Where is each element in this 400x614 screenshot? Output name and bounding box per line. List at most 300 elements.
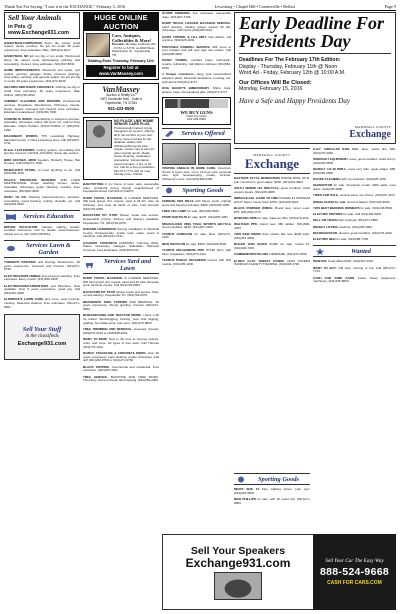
classified-ad-text: and flooring. References. 20 years experience. Licensed and Insured. (931)271-8730. xyxy=(4,260,80,272)
guns-phone[interactable]: 931-433-0500 xyxy=(187,117,206,122)
classified-ad[interactable] xyxy=(234,177,310,184)
classified-ad-text: & LOADER SERVICES. Will haul gravel, dirt, topsoil, sand & fill dirt. Also do driveway, and work all kinds of jobs. Call Kenneth (931)703-0063. xyxy=(83,195,159,211)
classified-ad-text: bring your personalized adoption plans. Financial assistance, housing, etc. Call Jenna (931)212-9717. xyxy=(162,72,231,84)
classified-ad-lead: GENERATOR xyxy=(313,183,333,188)
classified-ad-lead: TAURUS HANDGUN xyxy=(162,231,193,236)
car-ad-tagline: Sell Your Car The Easy Way xyxy=(325,558,384,564)
classified-ad-lead: BRANDON'S TREE TOPPING xyxy=(83,299,128,304)
deadline-rule xyxy=(239,53,391,54)
classified-ad[interactable] xyxy=(313,232,396,236)
classified-ad[interactable] xyxy=(4,179,80,194)
deadline-line2: Display - Thursday, February 11th @ Noon xyxy=(239,63,338,70)
classified-ad-lead: ELECTRIC MOTORS xyxy=(313,212,343,217)
classified-ad-text: RUGER 44 MAGNUM with 6" barrel. Never fired. $750. (931)205-3221. xyxy=(234,196,310,204)
classified-ad-text: for sale. Call (931)403-8000. xyxy=(343,212,382,217)
classified-ad-text: COMPANY. Concrete Work, Patios, Driveways, Garages, Sidewalks, Stamped Concrete. Free Estimates. (931)300-0117. xyxy=(83,240,159,252)
classified-ad[interactable] xyxy=(83,352,159,363)
classified-ad-lead: NEW PHILLIPS xyxy=(234,497,257,502)
classified-ad[interactable] xyxy=(83,228,159,239)
classified-ad-lead: HANDYMAN, NO xyxy=(4,54,29,59)
we-buy-guns-ad[interactable] xyxy=(162,97,231,125)
auction-title: HUGE ONLINE AUCTION xyxy=(84,13,158,31)
classified-ad-lead: HOUSE CLEANING xyxy=(313,177,341,181)
classified-ad[interactable] xyxy=(83,376,159,383)
classified-ad[interactable] xyxy=(313,207,396,211)
classified-ad-text: Old cars, running or not. Call (931)271-7744. xyxy=(313,265,396,274)
classified-ad-lead: DOG DADDY'S EMBROIDERY. xyxy=(162,85,210,90)
classified-ad-lead: TURNER'S PAINTING xyxy=(4,260,36,264)
mower-icon xyxy=(83,261,96,269)
classified-ad[interactable] xyxy=(234,197,310,204)
classified-ad-text: Mower repair and service. Reasonable pricing. Pick-up and delivery available. Fayetteville, TN. (931)703-0076. xyxy=(83,213,159,225)
classified-ad-text: Professional services. Fireplaces, Woodstoves, Chimneys, Inserts. Gutter repairs. Licensed and Insured. Free estimates. Education Guaranteed. (931)260-7600. xyxy=(4,99,80,115)
deadline-line3: Word Ad - Friday, February 12th @ 10:00 A.M. xyxy=(239,70,346,77)
classified-ad-lead: MCMAHAN'S STORE, xyxy=(4,167,37,172)
classified-ad-text: machine. (931)205-3300. xyxy=(338,224,373,229)
classified-ad-lead: GALBERT CONCRETE xyxy=(83,240,117,245)
auction-ad[interactable] xyxy=(83,12,159,80)
page-header xyxy=(4,2,396,10)
classified-ad-lead: SELL OR TRADE xyxy=(313,218,338,223)
classified-ad-text: with my husband. (931)625-1200. xyxy=(341,177,387,181)
guns-sub: Cash For Guns xyxy=(186,113,207,118)
classified-ad-lead: BLACK POWDER WINCH. xyxy=(234,206,274,210)
classified-ad-text: brand new, 380 caliber. (931)698-3333. xyxy=(234,222,310,230)
pets-promo-url: in Pets @ www.Exchange931.com xyxy=(8,23,69,36)
classified-ad-lead: TAURUS PUBLIC DEFENDER xyxy=(162,257,206,262)
auction-bidding-ends: Bidding Ends Thursday, February 11th xyxy=(88,58,154,63)
services-photos xyxy=(162,143,231,165)
classified-ad-lead: WANT TO BUY: xyxy=(313,265,337,270)
classified-ad[interactable] xyxy=(313,148,396,155)
classified-ad-text: NOW OFFERS HANDGUN SAFETY TRAINING. (931)936-4700. xyxy=(234,258,310,267)
exchange-masthead-title: Exchange xyxy=(244,155,300,171)
classified-ad[interactable] xyxy=(4,69,80,84)
classified-ad-lead: ELECTRIC BED xyxy=(313,237,336,242)
auction-preview-label: Preview: xyxy=(112,42,125,46)
classified-ad-text: Now is the time to remove stumps, roots, and more. All types of tree work. Call Thomas (931)773-1212. xyxy=(83,337,159,349)
classified-ad[interactable] xyxy=(162,46,231,57)
classified-ad[interactable] xyxy=(4,118,80,133)
classified-list xyxy=(234,488,310,505)
classified-ad-text: Specializing in stamped concrete, sidewalks, driveways, patios, flat work, etc. Call for Free Estimate. Ralph Pelham (931)273-0840 or (931)703-1940. xyxy=(4,116,80,132)
classified-ad[interactable] xyxy=(4,159,80,166)
classified-ad-text: trucks, heavy equipment, machinery. (931)225-8800. xyxy=(313,275,396,284)
classified-ad-text: PT138 9mm with three magazines. (931)273-4411. xyxy=(162,247,231,256)
classified-ad[interactable] xyxy=(4,86,80,97)
classified-ad-text: for sale. (931)246-5500. xyxy=(360,205,393,210)
classified-ad-lead: BUSHHOGGING AND TRACTOR WORK. xyxy=(83,313,142,318)
exchange-logo xyxy=(349,125,391,140)
senior-care-title: NO PLACE LIKE HOME SENIOR CARE PLUS. xyxy=(114,118,154,127)
classified-ad-text: PUMP for sale, model 67. (931)403-7200. xyxy=(234,242,310,250)
classified-ad-text: for sale, make an offer. (931)270-1111. xyxy=(257,216,310,220)
column-2 xyxy=(83,12,159,608)
classified-ad-lead: OGLE'S PRESSURE WASHING xyxy=(4,177,56,182)
classified-ad[interactable] xyxy=(313,213,396,217)
classified-ad-text: for sale. Champion model, 4000 watts, easy starts. (931)205-4600. xyxy=(313,183,396,191)
classified-ad-text: Brand new, never used. $75. (931)309-7070. xyxy=(234,206,310,214)
classified-ad-text: AND LAWN MAINTENANCE. Power washing homes, decks, sidewalks, driveways, gutter cleaning, mowing. Free estimates. (931)625-4540. xyxy=(4,177,80,193)
classified-ad-lead: CASH FOR JUNK CARS, xyxy=(313,275,355,280)
classified-ad[interactable] xyxy=(234,498,310,505)
senior-care-text: Professionally trained, loving caregivers for seniors, offering all in the comfort of your own home. Care provided for the disabled, elderly with Alzheimer/Dementia care, respite, cancer care & care for other special needs. Meals, house cleaning, medication preparation, transportation, meal reminders. 4 hrs. to 24 hrs. Call for a free consultation, 931-271-7774. Ask for Lisa, friendly price. Christa xyxy=(114,125,156,177)
classified-ad-lead: VISITING ANGELS IN HOME CARE. xyxy=(162,165,217,170)
classified-ad-lead: DOZER, TRACKHOE & CONCRETE WORK. xyxy=(83,350,147,355)
sell-speakers-title: Sell Your Speakers xyxy=(190,544,286,557)
ball-icon xyxy=(234,475,247,483)
classified-list xyxy=(4,261,80,310)
vanmassey-ad[interactable] xyxy=(83,83,159,114)
classified-ad-lead: FREE 12G LAMP xyxy=(162,209,187,214)
classified-ad-text: I have a 60 hp tractor. Bushhogging, fencing, post hole digging, grading, box blade work, and more. (931)273-8800. xyxy=(83,313,159,325)
classified-ad[interactable] xyxy=(234,223,310,230)
column-4-bottom xyxy=(234,470,310,528)
classified-ad-lead: 8-1/2" CIRCULAR SAW, xyxy=(313,148,350,151)
classified-ad-lead: BACKYARD PIT STOP. xyxy=(83,213,118,218)
classified-ad-lead: 4 Unique customers, xyxy=(162,72,195,77)
classified-ad[interactable] xyxy=(313,219,396,223)
classified-ad[interactable] xyxy=(4,285,80,296)
classified-ad[interactable] xyxy=(234,217,310,221)
exchange-logo-sub: MARSHALL COUNTY xyxy=(355,125,391,129)
sell-speakers-ad[interactable] xyxy=(162,534,314,610)
classified-ad[interactable] xyxy=(162,200,231,207)
classified-ad[interactable] xyxy=(313,184,396,191)
section-heading-sporting xyxy=(162,185,231,197)
classified-list xyxy=(162,200,231,266)
deadline-headline: Early Deadline For Presidents Day xyxy=(239,13,385,51)
classified-ad-lead: ELECTRICIANS/CARPENTERS xyxy=(4,283,49,288)
pets-promo-title: Sell Your Animals xyxy=(8,14,62,22)
cash-for-cars-ad[interactable] xyxy=(313,534,396,610)
ball-icon xyxy=(162,187,175,195)
book-icon xyxy=(4,212,17,220)
classified-ad-text: Sheetrock and repair, roof repairs, porches, garages, decks, pressure washing, vinyl siding, painting, and general repairs. No job too big or small. 30 years experience. (931)273-6049. xyxy=(4,68,80,84)
classified-ad[interactable] xyxy=(83,301,159,312)
auction-preview-text: Monday, February 8th - 3 P.M. to 5 P.M. at 1600 West Washington St., Fayetteville, TN xyxy=(112,42,156,58)
classified-ad[interactable] xyxy=(4,261,80,272)
classified-ad[interactable] xyxy=(313,168,396,175)
classified-ad-lead: CHIMNEY CLEANING AND REPAIRS. xyxy=(4,99,62,104)
classified-ad[interactable] xyxy=(162,223,231,230)
exchange-logo-text: Exchange xyxy=(349,129,391,140)
classified-ad-text: Shirts, hats, jackets, bags. Personalized gifts. (931)271-3777. xyxy=(162,85,231,94)
classified-ad-text: Feeders, Butterfly House, Bat Houses. Call (931)271-7002. xyxy=(4,157,80,166)
classified-ad-lead: TREE SERVICE. xyxy=(83,374,109,379)
classified-ad-text: roofing, gutters, remodeling and fencing. Insured. Call 931-273-0000. Same day service. xyxy=(4,147,80,156)
classified-ad-text: BACKHOE AND YARD WORK. Trimming, stump removal, land clearing. (931)359-2000. xyxy=(83,374,159,383)
vanmassey-logo: VanMassey xyxy=(102,85,140,95)
classified-ad[interactable] xyxy=(162,243,231,247)
classified-ad[interactable] xyxy=(313,194,396,198)
classified-ad[interactable] xyxy=(4,275,80,282)
classified-ad-text: Mower repair and service. Pick-up and delivery. Fayetteville TN. (931)703-0076. xyxy=(83,289,159,298)
classified-ad-lead: PIANO TUNING, xyxy=(162,58,188,63)
section-heading-services xyxy=(162,128,231,140)
classified-ad[interactable] xyxy=(313,158,396,165)
classified-ad[interactable] xyxy=(83,214,159,225)
section-heading-title: Services Offered xyxy=(181,130,225,138)
classified-ad-lead: DUMP TRUCK, BACKHOE xyxy=(83,276,123,281)
classified-ad-lead: WORKOUT EQUIPMENT, xyxy=(313,157,349,161)
classified-ad-text: B&D, laser, works fine. $40. (931)270-3300. xyxy=(313,148,396,155)
classified-ad-text: America's choice in home care. Up to 24-hour care, personal care, light housekeeping, meals, errands, Alzheimer's care. Call (931)388-4400. xyxy=(162,165,231,181)
classified-ad-lead: HANDYMAN-CARPENTER, xyxy=(4,40,43,45)
classified-ad-lead: BAXTERS STYLE MONOGRAM xyxy=(234,176,280,180)
deadline-signoff: Have a Safe and Happy Presidents Day xyxy=(239,96,350,105)
page-number: Page 9 xyxy=(384,3,396,9)
classified-ad-lead: TAURUS MILLENNIUM PRO xyxy=(162,247,205,252)
classified-ad-text: almond, good condition. (931)273-4422. xyxy=(338,231,393,236)
classified-ad-text: job too big or too small. Hard-wood floors, tile, carpet, roofs, landscaping, painting, and remodeling. Insured. Free estimates. (931)637-8834. xyxy=(4,54,80,66)
classified-ad[interactable] xyxy=(313,260,396,264)
classified-ad-text: and pressure washing. Free estimates. Every month. (931)359-1985. xyxy=(4,273,80,282)
classified-ad-lead: ELORA CLAY TARGET RANGE xyxy=(234,258,285,263)
classified-ad-text: Commercial and residential. Free estimates. (931)205-4101. xyxy=(83,364,159,373)
classified-list xyxy=(234,177,310,267)
column-5 xyxy=(313,148,396,528)
senior-care-ad[interactable] xyxy=(83,117,159,181)
classified-ad[interactable] xyxy=(4,100,80,115)
auction-subtitle: Cars, Antiques, Collectibles & More! xyxy=(112,33,152,43)
classified-ad-text: great condition. Adult coupon books. (931)225-4805. xyxy=(234,186,310,194)
classified-ad-lead: NEW SHOTGUN xyxy=(162,241,186,246)
classified-ad[interactable] xyxy=(234,260,310,267)
classified-ad-lead: CHINESE SKS RIFLE xyxy=(162,199,194,204)
classified-ad-text: Licensed, insured. (931)273-5210 or (256)398-9262. xyxy=(83,327,159,335)
car-ad-phone[interactable]: 888-524-9668 xyxy=(320,566,389,578)
section-heading-title: Services Yard and Lawn xyxy=(104,257,151,272)
classified-ad-lead: WALTHER PPK, xyxy=(234,222,258,227)
sell-speakers-url: Exchange931.com xyxy=(185,555,291,570)
classified-ad-text: used very little, great shape. $85. (931)359-0505. xyxy=(313,167,396,175)
classified-ad[interactable] xyxy=(4,196,80,207)
classified-ad-lead: GIFFORD BROTHERS CONCRETE. xyxy=(4,85,55,90)
classified-ad[interactable] xyxy=(4,42,80,53)
classified-ad[interactable] xyxy=(83,242,159,253)
classified-ad-lead: PUMP SHOTGUN xyxy=(162,215,187,220)
classified-ad-text: HORSE BOW, 50 lb. pull. Used but in good shape. $150. (931)224-4822. xyxy=(234,176,310,184)
vanmassey-sub1: Auction & Realty Co. xyxy=(106,93,136,98)
classified-ad-text: & LOADER SERVICES. Will haul gravel, dirt, topsoil, sand and fill. Also driveway work. All kinds of jobs. Call (931)703-0063. xyxy=(83,276,159,288)
classified-ad-text: certified piano technician, repairs, refinishing. Call Warren Johnson (931)684-8150. xyxy=(162,58,231,70)
senior-care-photo xyxy=(86,120,112,148)
section-heading-sporting xyxy=(234,473,310,485)
classified-ad-text: for sale. (931)359-0003. xyxy=(187,209,220,214)
section-heading-lawn xyxy=(4,240,80,258)
classified-ad-lead: REFRIGERATOR, xyxy=(313,231,338,236)
classified-ad-text: 575 Lewisburg Highway, Marshall County. 1 miles Lewisburg area. Call (931)207-2711. xyxy=(4,133,80,146)
classified-list xyxy=(4,226,80,237)
classified-ad-lead: MEN'S SIZE 12 xyxy=(234,487,260,492)
classified-ad-text: for sale, with 15 round clip. (931)271-8800. xyxy=(234,497,310,506)
classified-ad-lead: RUGER 10/22 QUICK xyxy=(234,242,268,247)
classified-ad-lead: M and J EXTERIORS, xyxy=(4,147,36,152)
classified-ad[interactable] xyxy=(4,135,80,146)
column-1 xyxy=(4,12,80,608)
classified-ad[interactable] xyxy=(4,169,80,176)
classified-list xyxy=(313,260,396,284)
classified-ad[interactable] xyxy=(83,338,159,349)
classified-ad[interactable] xyxy=(313,201,396,205)
classified-ad-lead: DURAND HARDWOOD xyxy=(83,226,116,231)
classified-ad[interactable] xyxy=(162,249,231,256)
classified-list xyxy=(162,167,231,182)
classified-list xyxy=(83,183,159,253)
classified-ad[interactable] xyxy=(313,277,396,284)
classified-ad-lead: BLACK TOPPING. xyxy=(83,364,110,369)
classified-ad[interactable] xyxy=(162,216,231,220)
classified-ad-lead: DUMP TRUCK, LOADER, BACKHOE SERVICE. xyxy=(162,21,231,25)
classified-ad-lead: IMMACULATE, HARD TO FIND xyxy=(234,196,279,200)
classified-ad-text: Land clearing, hauling gravel, topsoil, fill dirt, driveways. Call Curtis (931)205-6212. xyxy=(162,24,231,33)
classified-ad[interactable] xyxy=(313,226,396,230)
classified-ad[interactable] xyxy=(83,277,159,288)
classified-ad[interactable] xyxy=(4,298,80,309)
classified-ad-text: Painting (interior/exterior), windows, remodeling, wood framing, roofing, drywalls, etc. Call (931)629-6644. xyxy=(4,195,80,207)
auction-photo xyxy=(86,33,110,57)
presidents-day-deadline-banner xyxy=(234,12,396,144)
classified-ad-lead: WEIGHT LIFTING xyxy=(313,224,338,229)
classified-ad-text: used, good condition. Solid cherry. (931)225-5500. xyxy=(313,157,396,165)
header-center: Lewisburg • Chapel Hill • Cornersville • Belfast xyxy=(214,3,296,9)
classified-ad-lead: TREE TRIMMING AND REMOVAL. xyxy=(83,327,133,332)
section-heading-education xyxy=(4,210,80,222)
classified-ad[interactable] xyxy=(234,207,310,214)
classified-ad[interactable] xyxy=(234,233,310,240)
classified-ad[interactable] xyxy=(234,187,310,194)
classified-ad[interactable] xyxy=(162,167,231,182)
deadline-line4: Our Offices Will Be Closed: xyxy=(239,79,312,86)
deadline-line1: Deadlines For The February 17th Edition: xyxy=(239,57,341,63)
classified-ad-text: Great condition. (931)703-4900. xyxy=(347,199,391,204)
classified-list xyxy=(162,12,231,94)
classified-ad[interactable] xyxy=(83,366,159,373)
classified-ad-lead: WANT TO MOW. xyxy=(83,337,108,342)
classified-ad-lead: STUMP GRINDING, xyxy=(162,12,191,15)
wrench-icon xyxy=(162,130,175,138)
classified-ad-lead: PORTABLE SAWMILL SERVICE. xyxy=(162,44,211,49)
classified-ad-text: Used offset DISK. (931)307-3322. xyxy=(328,259,374,264)
pets-promo-box[interactable] xyxy=(4,12,80,39)
classified-ad-text: blue walking shoes. Like new. (931)246-5500. xyxy=(234,487,310,496)
classified-ad[interactable] xyxy=(162,36,231,43)
classified-ad-lead: GOOD TOPSOIL & FILL DIRT. xyxy=(162,34,207,39)
classified-ad[interactable] xyxy=(83,197,159,212)
classified-ad-lead: TIRES FOR SALE, xyxy=(313,193,340,198)
star-icon xyxy=(313,247,326,255)
services-photo xyxy=(162,143,196,165)
classified-ad-lead: DUMP TRUCK, BACKHOE xyxy=(83,195,123,200)
classified-ad-lead: WHEELCHAIR for sale. xyxy=(313,199,347,204)
classified-ad[interactable] xyxy=(162,233,231,240)
classified-ad-text: in my home, in town, safe, reasonable rates, wonderful loving friends neighborhood of Fayetteville Road. Call 931-270-9870. xyxy=(83,182,159,194)
speaker-photo xyxy=(214,572,262,600)
header-rule xyxy=(4,10,396,11)
classified-ad[interactable] xyxy=(4,226,80,237)
classified-ad-text: Good condition. $150. (931)207-4100. xyxy=(162,225,214,230)
deadline-line5: Monday, February 15, 2016 xyxy=(239,86,303,93)
vanmassey-phone[interactable]: 931-433-0500 xyxy=(107,106,135,112)
classified-ad-lead: BOWLING PINS xyxy=(234,216,257,220)
section-heading-title: Wanted xyxy=(351,247,371,255)
section-heading-title: Services Lawn & Garden xyxy=(26,241,71,256)
classified-ad[interactable] xyxy=(234,253,310,257)
classified-ad-text: Will come to your location and mill your logs into lumber. Call (931)638-9600. xyxy=(162,44,231,57)
classified-ad-lead: DEWALT 1/2 IN DRILL, xyxy=(313,167,347,171)
classified-ad-text: of most anything to do. Call (931)359-3726. xyxy=(4,167,80,176)
classified-ad-lead: SPECIALIZED ZING TRAIL SPORTS BICYCLE xyxy=(162,221,231,226)
classified-ad[interactable] xyxy=(162,73,231,84)
classified-list xyxy=(4,42,80,208)
classified-ad-lead: CONCRETE WORK: xyxy=(4,116,33,121)
classified-ad-lead: WANT TO DO. xyxy=(4,195,27,200)
column-3 xyxy=(162,12,231,608)
classified-ad[interactable] xyxy=(313,238,396,242)
sell-promo-sub: in the classifieds xyxy=(25,334,59,340)
section-heading-title: Services Education xyxy=(23,212,74,220)
classified-ad[interactable] xyxy=(313,267,396,274)
classified-ad-text: Classes starting weekly. Certified instructors. Call for details. www.champion-driving.com or call, (931)738-6514. xyxy=(4,224,80,236)
classified-ad[interactable] xyxy=(162,12,231,19)
classified-list xyxy=(83,277,159,383)
classified-ad[interactable] xyxy=(162,210,231,214)
classified-ad-lead: HOME IMPROVEMENTS. xyxy=(4,68,41,72)
classified-ad-lead: ELECTRICIAN/PLUMBER xyxy=(4,273,41,278)
sell-your-stuff-promo[interactable] xyxy=(4,314,80,360)
classified-ad[interactable] xyxy=(83,291,159,298)
classified-ad-lead: DRIVER EDUCATION. xyxy=(4,224,38,229)
section-heading-yard xyxy=(83,256,159,274)
classified-ad-text: for sale. (931)698-7788. xyxy=(336,237,369,242)
exchange-masthead xyxy=(234,148,310,174)
exchange-masthead-sub: MARSHALL COUNTY xyxy=(253,152,291,157)
classified-ad-text: floors, tile, carpet, small repairs, decks, porches. No job too small. 35 years experience. Free estimates. Mike, (931)212-9217. xyxy=(4,40,80,52)
classified-ad-text: with Tapco stock, original stock and bayonet included. $380. (931)205-1050. xyxy=(162,199,231,207)
classified-ad-lead: ADULT WHIMS 124 TRICYCLE, xyxy=(234,186,280,190)
classified-list xyxy=(313,148,396,242)
classified-ad[interactable] xyxy=(234,488,310,495)
classified-ad-lead: COMMEMORATIVE DIN- xyxy=(234,252,269,257)
gun-illustration xyxy=(165,99,228,108)
classified-ad[interactable] xyxy=(83,183,159,194)
classified-ad[interactable] xyxy=(234,243,310,250)
sell-promo-title: Sell Your Stuff xyxy=(22,326,62,334)
classified-ad-text: Dan Coleman (931)271-0800. xyxy=(338,218,379,223)
classified-ad[interactable] xyxy=(4,149,80,156)
classified-ad[interactable] xyxy=(83,328,159,335)
classified-ad-text: Comes with 200 rounds. (931)205-1200. xyxy=(162,257,231,266)
classified-ad-text: AND REMOVAL. 30 years experience. Stump grinding. Insured. (931)271-5000. xyxy=(83,299,159,312)
classified-ad[interactable] xyxy=(162,22,231,33)
classified-ad-lead: TWO S&W SIGMA xyxy=(234,232,261,237)
classified-ad-text: flooring installation in Marshall County. Professionals, quality tools, water, sewer & electrical. Call (931)437-2131. xyxy=(83,226,159,239)
classified-ad-text: for sale. $175. (931)205-1051. xyxy=(187,215,229,220)
classified-ad[interactable] xyxy=(162,87,231,94)
classified-ad[interactable] xyxy=(162,59,231,70)
classified-ad-text: and Plumbers. Now available. Over 5 years experience, great pay. Call (931)361-3000. xyxy=(4,283,80,296)
auction-register-link[interactable]: Register to bid at www.VanMassey.com xyxy=(86,65,156,77)
classified-ad[interactable] xyxy=(83,314,159,325)
section-heading-title: Sporting Goods xyxy=(182,187,224,195)
classified-ad-text: and more. Leaf removal, mowing. Seasonal cleanup. Free estimates. (931)271-9601. xyxy=(4,297,80,309)
classified-ad[interactable] xyxy=(162,259,231,266)
classified-ad[interactable] xyxy=(313,178,396,182)
classified-ad[interactable] xyxy=(4,55,80,66)
classified-ad-text: several sizes, set of tires. (931)307-1110. xyxy=(339,193,396,198)
classified-ad-lead: WANTED: xyxy=(313,259,328,264)
